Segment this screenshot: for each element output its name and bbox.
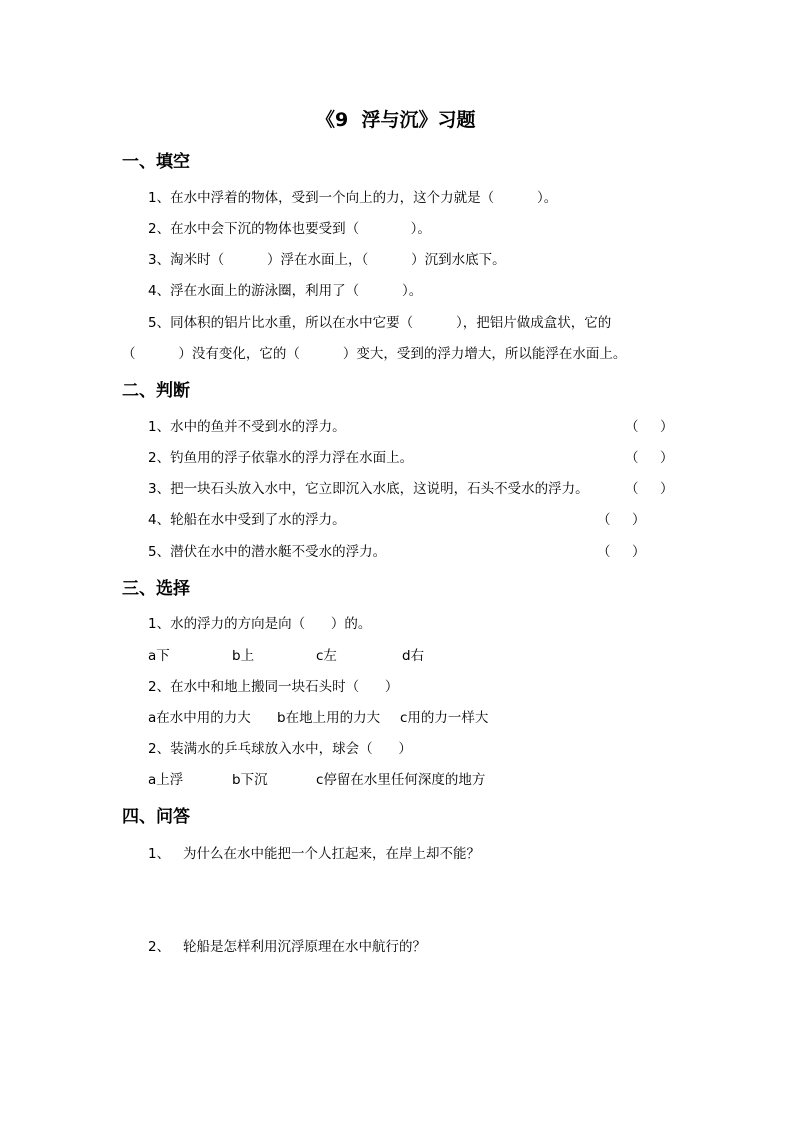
choice-3-option-a: a上浮 <box>148 772 184 788</box>
section-heading-fill: 一、填空 <box>122 152 190 172</box>
fill-question-3: 3、淘米时（ ）浮在水面上，（ ）沉到水底下。 <box>148 252 506 268</box>
choice-question-3: 2、装满水的乒乓球放入水中，球会（ ） <box>148 741 412 757</box>
judge-question-1: 1、水中的鱼并不受到水的浮力。 <box>148 419 346 435</box>
choice-2-option-c: c用的力一样大 <box>400 710 489 726</box>
choice-3-option-c: c停留在水里任何深度的地方 <box>316 772 486 788</box>
judge-answer-blank-1: （ ） <box>625 419 674 435</box>
choice-question-1: 1、水的浮力的方向是向（ ）的。 <box>148 616 372 632</box>
section-heading-judge: 二、判断 <box>122 381 190 401</box>
qa-question-2: 轮船是怎样利用沉浮原理在水中航行的？ <box>183 939 426 955</box>
page-title: 《9 浮与沉》习题 <box>316 109 476 131</box>
fill-question-5-line-1: 5、同体积的铝片比水重，所以在水中它要（ ），把铝片做成盒状，它的 <box>148 315 612 331</box>
judge-question-5: 5、潜伏在水中的潜水艇不受水的浮力。 <box>148 544 387 560</box>
qa-question-1: 为什么在水中能把一个人扛起来，在岸上却不能？ <box>183 846 480 862</box>
choice-1-option-d: d右 <box>402 648 425 664</box>
choice-1-option-c: c左 <box>316 648 337 664</box>
fill-question-1: 1、在水中浮着的物体，受到一个向上的力，这个力就是（ ）。 <box>148 190 558 206</box>
choice-1-option-a: a下 <box>148 648 170 664</box>
judge-question-2: 2、钓鱼用的浮子依靠水的浮力浮在水面上。 <box>148 450 414 466</box>
choice-question-2: 2、在水中和地上搬同一块石头时（ ） <box>148 679 399 695</box>
choice-1-option-b: b上 <box>232 648 255 664</box>
qa-question-2-number: 2、 <box>148 939 171 955</box>
judge-answer-blank-5: （ ） <box>597 544 646 560</box>
judge-answer-blank-2: （ ） <box>625 450 674 466</box>
fill-question-2: 2、在水中会下沉的物体也要受到（ ）。 <box>148 221 431 237</box>
choice-3-option-b: b下沉 <box>232 772 268 788</box>
fill-question-5-line-2: （ ）没有变化，它的（ ）变大，受到的浮力增大，所以能浮在水面上。 <box>122 346 627 362</box>
fill-question-4: 4、浮在水面上的游泳圈，利用了（ ）。 <box>148 283 423 299</box>
section-heading-choice: 三、选择 <box>122 579 190 599</box>
judge-question-4: 4、轮船在水中受到了水的浮力。 <box>148 512 346 528</box>
judge-answer-blank-4: （ ） <box>597 512 646 528</box>
judge-question-3: 3、把一块石头放入水中，它立即沉入水底，这说明，石头不受水的浮力。 <box>148 481 589 497</box>
qa-question-1-number: 1、 <box>148 846 171 862</box>
judge-answer-blank-3: （ ） <box>625 481 674 497</box>
choice-2-option-a: a在水中用的力大 <box>148 710 251 726</box>
section-heading-qa: 四、问答 <box>122 807 190 827</box>
choice-2-option-b: b在地上用的力大 <box>277 710 381 726</box>
